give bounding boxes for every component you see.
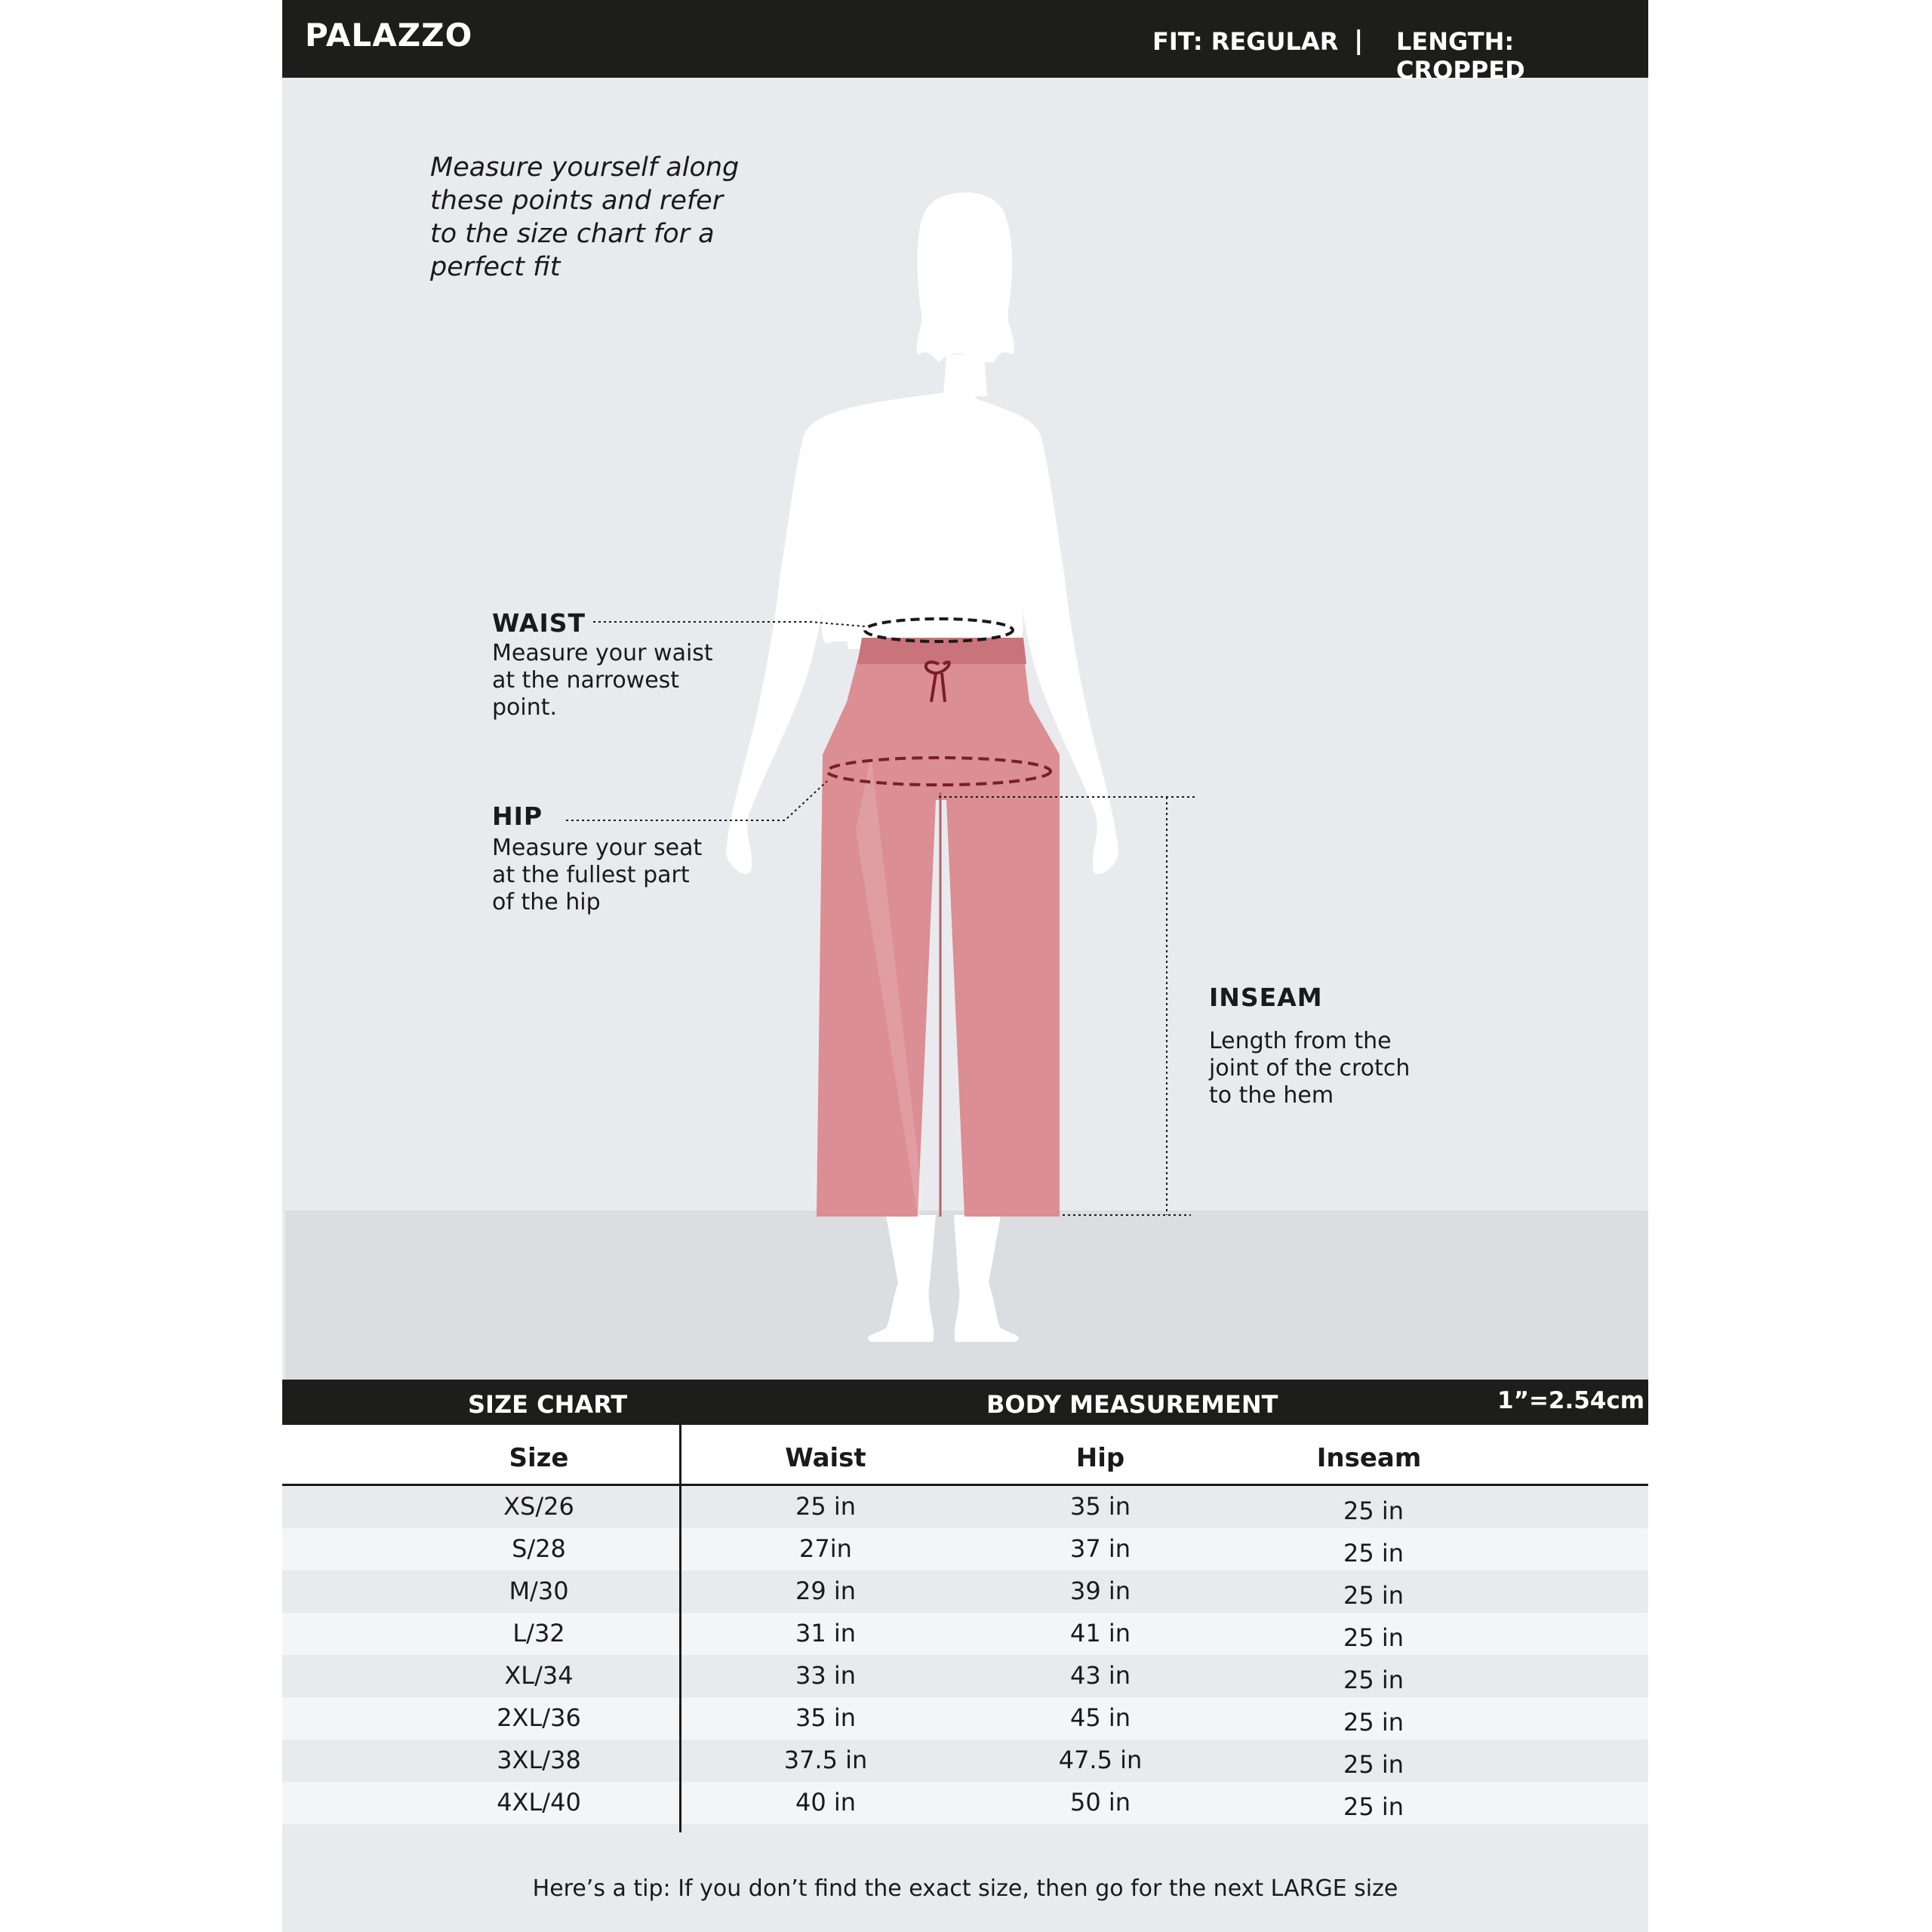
cell-hip: 41 in	[1069, 1619, 1131, 1647]
size-column-divider	[679, 1425, 681, 1832]
inseam-title: INSEAM	[1209, 983, 1323, 1012]
cell-size: S/28	[512, 1534, 566, 1563]
table-row	[282, 1655, 1648, 1697]
column-header-waist: Waist	[785, 1443, 866, 1473]
cell-size: XL/34	[504, 1661, 574, 1690]
inseam-description: Length from the joint of the crotch to the hem	[1209, 1028, 1411, 1109]
figure-legs	[868, 1215, 936, 1342]
cell-hip: 39 in	[1069, 1577, 1131, 1605]
figure-legs-right	[954, 1215, 1019, 1342]
cell-size: 4XL/40	[497, 1788, 581, 1817]
header-separator: |	[1354, 26, 1364, 56]
hip-leader-line	[566, 781, 827, 820]
fit-label: FIT: REGULAR	[1152, 27, 1339, 56]
cell-size: 3XL/38	[497, 1746, 581, 1774]
table-row	[282, 1782, 1648, 1824]
cell-inseam: 25 in	[1343, 1539, 1404, 1567]
size-chart-header-bar	[282, 1380, 1648, 1425]
unit-conversion-label: 1”=2.54cm	[1497, 1387, 1645, 1414]
table-row	[282, 1571, 1648, 1613]
column-header-inseam: Inseam	[1316, 1443, 1422, 1473]
cell-hip: 45 in	[1069, 1703, 1131, 1732]
size-table-body	[282, 1486, 1648, 1824]
table-row	[282, 1613, 1648, 1655]
cell-waist: 40 in	[795, 1788, 857, 1817]
figure-neck	[943, 355, 987, 396]
table-header-divider	[282, 1484, 1648, 1486]
cell-hip: 50 in	[1069, 1788, 1131, 1817]
column-header-size: Size	[509, 1443, 569, 1473]
cell-size: 2XL/36	[497, 1703, 581, 1732]
cell-waist: 25 in	[795, 1492, 857, 1521]
body-measurement-label: BODY MEASUREMENT	[986, 1390, 1278, 1419]
cell-waist: 37.5 in	[783, 1746, 868, 1774]
cell-hip: 43 in	[1069, 1661, 1131, 1690]
cell-size: XS/26	[503, 1492, 574, 1521]
size-tip: Here’s a tip: If you don’t find the exact size, then go for the next LARGE size	[532, 1875, 1398, 1902]
palazzo-pants	[817, 638, 1060, 1217]
size-table-header	[282, 1425, 1648, 1485]
cell-hip: 47.5 in	[1058, 1746, 1143, 1774]
product-title: PALAZZO	[305, 17, 473, 54]
cell-inseam: 25 in	[1343, 1750, 1404, 1779]
cell-hip: 37 in	[1069, 1534, 1131, 1563]
figure-head	[917, 192, 1014, 362]
hip-title: HIP	[492, 801, 543, 831]
table-row	[282, 1740, 1648, 1782]
cell-waist: 27in	[799, 1534, 852, 1563]
table-row	[282, 1486, 1648, 1528]
cell-waist: 31 in	[795, 1619, 857, 1647]
cell-hip: 35 in	[1069, 1492, 1131, 1521]
cell-inseam: 25 in	[1343, 1708, 1404, 1737]
cell-inseam: 25 in	[1343, 1792, 1404, 1821]
cell-inseam: 25 in	[1343, 1497, 1404, 1525]
cell-waist: 29 in	[795, 1577, 857, 1605]
cell-size: L/32	[512, 1619, 565, 1647]
size-guide-sheet	[282, 0, 1648, 1932]
cell-inseam: 25 in	[1343, 1581, 1404, 1610]
hip-description: Measure your seat at the fullest part of the hip	[492, 835, 703, 915]
cell-size: M/30	[509, 1577, 569, 1605]
size-chart-label: SIZE CHART	[468, 1390, 628, 1419]
table-row	[282, 1528, 1648, 1571]
cell-inseam: 25 in	[1343, 1666, 1404, 1694]
length-label: LENGTH: CROPPED	[1396, 27, 1525, 85]
cell-inseam: 25 in	[1343, 1623, 1404, 1652]
cell-waist: 35 in	[795, 1703, 857, 1732]
table-row	[282, 1697, 1648, 1740]
intro-text: Measure yourself along these points and refer to the size chart for a perfect fit	[430, 152, 740, 282]
column-header-hip: Hip	[1075, 1443, 1125, 1473]
cell-waist: 33 in	[795, 1661, 857, 1690]
waist-description: Measure your waist at the narrowest point.	[492, 640, 713, 721]
waist-title: WAIST	[492, 608, 586, 638]
